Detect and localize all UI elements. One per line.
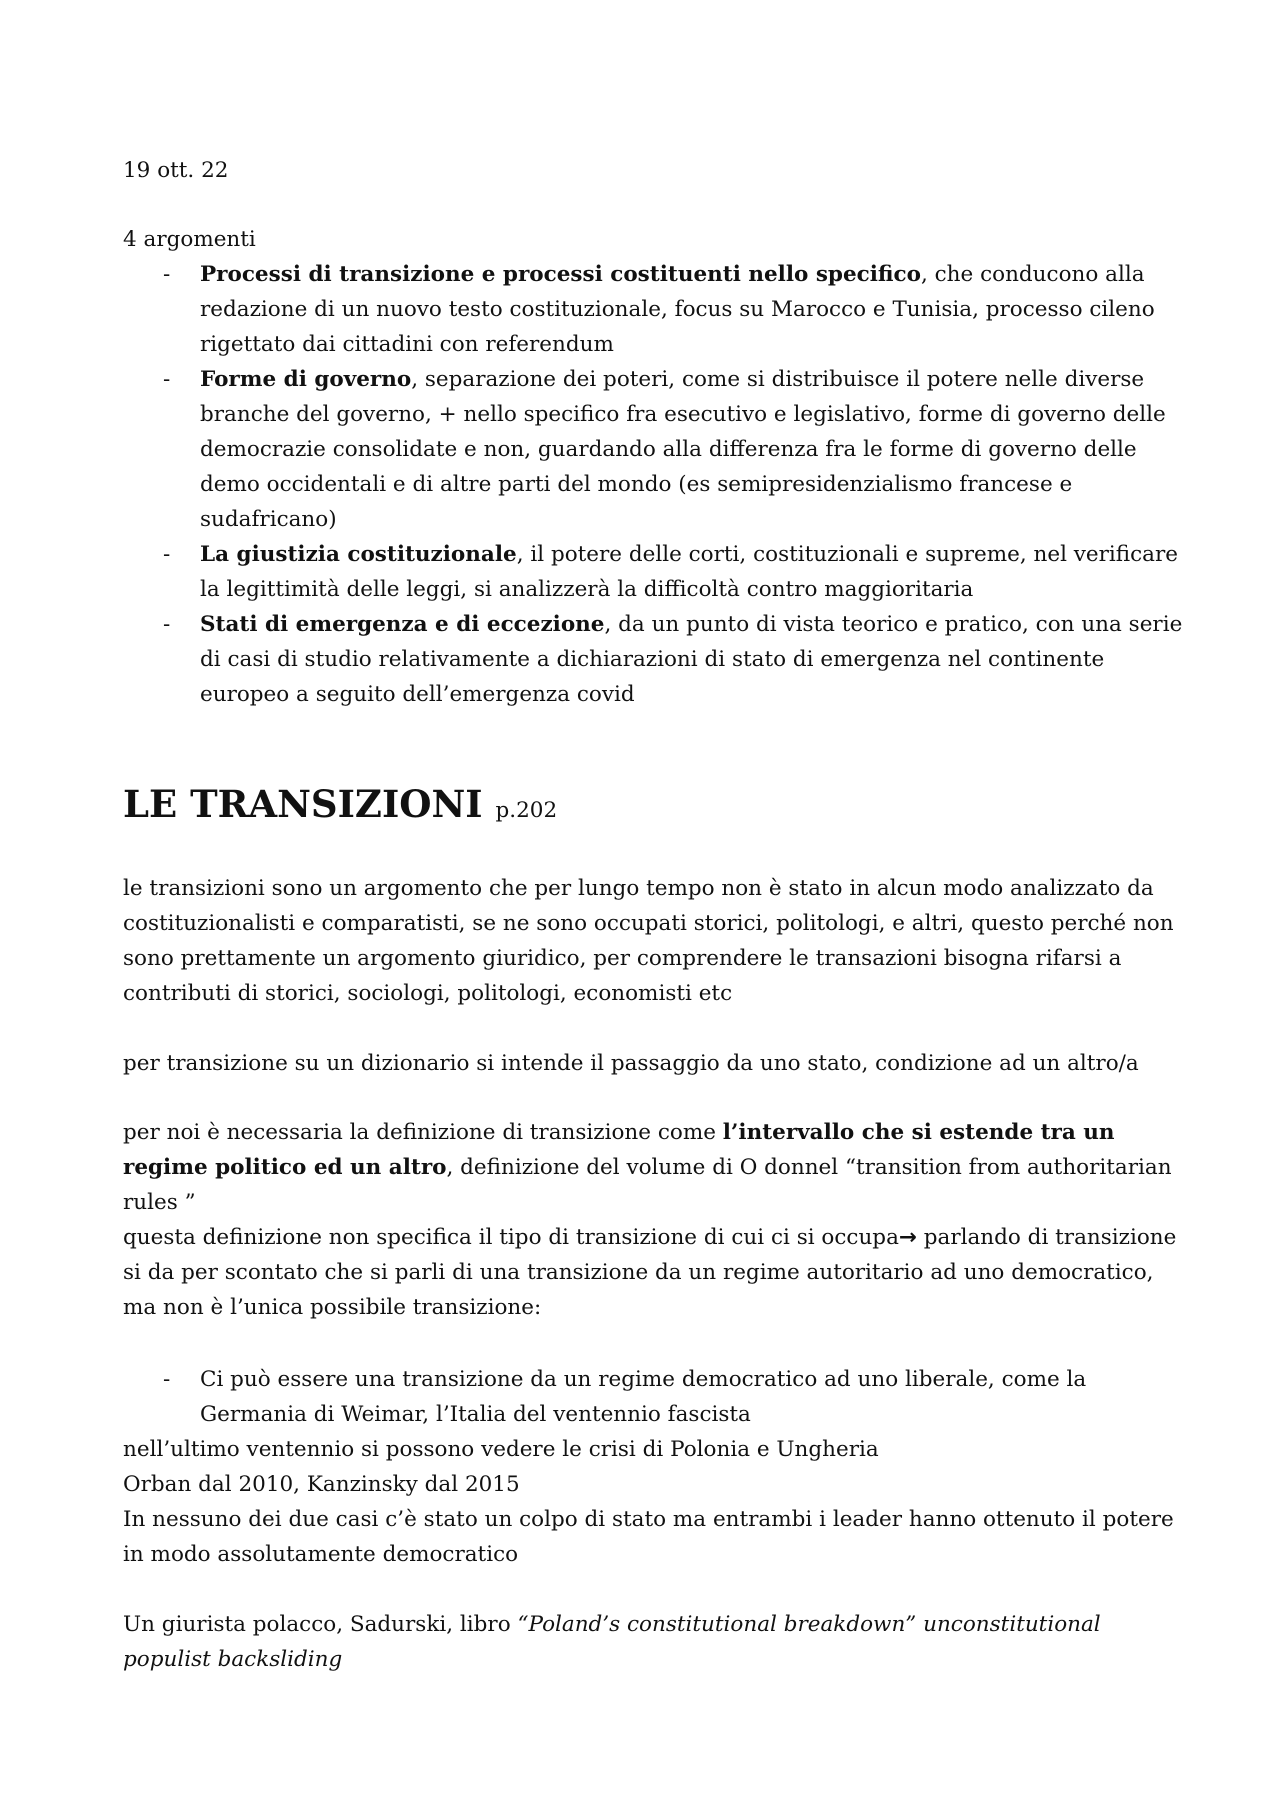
topic-title: Stati di emergenza e di eccezione xyxy=(200,612,605,637)
bullet-dash: - xyxy=(163,367,171,392)
topic-title: Processi di transizione e processi costituenti nello specifico xyxy=(200,262,921,287)
definition-source: , definizione del volume di O donnel “transition from authoritarian rules ” xyxy=(123,1155,1172,1215)
note-date: 19 ott. 22 xyxy=(123,158,229,183)
case-text: Ci può essere una transizione da un regime democratico ad uno liberale, come la Germania di Weimar, l’Italia del ventennio fascista xyxy=(200,1367,1087,1427)
heading-text: LE TRANSIZIONI xyxy=(123,782,483,826)
paragraph-transitions-intro: le transizioni sono un argomento che per lungo tempo non è stato in alcun modo analizzato da costituzionalisti e comparatisti, se ne sono occupati storici, politologi, e altri, questo perché non sono prettamente un argomento giuridico, per comprendere le transazioni bisogna rifarsi a contributi di storici, sociologi, politologi, economisti etc xyxy=(123,876,1174,1006)
topic-text: , il potere delle corti, costituzionali e supreme, nel verificare la legittimità delle leggi, si analizzerà la difficoltà contro maggioritaria xyxy=(200,542,1179,602)
definition-bold: l’intervallo che si estende tra un regime politico ed un altro xyxy=(123,1120,1115,1180)
text-line: In nessuno dei due casi c’è stato un colpo di stato ma entrambi i leader hanno ottenuto il potere in modo assolutamente democratico xyxy=(123,1507,1174,1567)
section-heading xyxy=(123,778,557,837)
text-line: nell’ultimo ventennio si possono vedere le crisi di Polonia e Ungheria xyxy=(123,1437,879,1462)
book-title: “Poland’s constitutional breakdown” unconstitutional populist backsliding xyxy=(123,1612,1101,1672)
topics-list xyxy=(123,257,1183,712)
page-reference: p.202 xyxy=(495,798,558,823)
topic-title: Forme di governo xyxy=(200,367,412,392)
bullet-dash: - xyxy=(163,542,171,567)
list-item xyxy=(123,607,1183,712)
paragraph-definition xyxy=(123,1115,1183,1325)
arrow-right-icon: → xyxy=(898,1225,917,1250)
cases-list xyxy=(123,1362,1183,1432)
topic-text: , separazione dei poteri, come si distribuisce il potere nelle diverse branche del governo, + nello specifico fra esecutivo e legislativo, forme di governo delle democrazie consolidate e non, guardando alla differenza fra le forme di governo delle demo occidentali e di altre parti del mondo (es semipresidenzialismo francese e sudafricano) xyxy=(200,367,1166,532)
paragraph-poland-hungary xyxy=(123,1432,1183,1572)
list-item xyxy=(123,257,1183,362)
sadurski-lead: Un giurista polacco, Sadurski, libro xyxy=(123,1612,518,1637)
topic-text: , da un punto di vista teorico e pratico, con una serie di casi di studio relativamente a dichiarazioni di stato di emergenza nel continente europeo a seguito dell’emergenza covid xyxy=(200,612,1183,707)
text-line: Orban dal 2010, Kanzinsky dal 2015 xyxy=(123,1472,520,1497)
paragraph-sadurski xyxy=(123,1607,1183,1677)
list-item xyxy=(123,362,1183,537)
definition-note: questa definizione non specifica il tipo di transizione di cui ci si occupa xyxy=(123,1225,899,1250)
definition-lead: per noi è necessaria la definizione di transizione come xyxy=(123,1120,723,1145)
definition-explanation: parlando di transizione si da per scontato che si parli di una transizione da un regime autoritario ad uno democratico, ma non è l’unica possibile transizione: xyxy=(123,1225,1177,1320)
bullet-dash: - xyxy=(163,612,171,637)
list-item xyxy=(123,1362,1183,1432)
list-item xyxy=(123,537,1183,607)
paragraph-dictionary-definition: per transizione su un dizionario si intende il passaggio da uno stato, condizione ad un altro/a xyxy=(123,1051,1139,1076)
topics-intro: 4 argomenti xyxy=(123,227,256,252)
bullet-dash: - xyxy=(163,262,171,287)
bullet-dash: - xyxy=(163,1367,171,1392)
topic-title: La giustizia costituzionale xyxy=(200,542,517,567)
topic-text: , che conducono alla redazione di un nuovo testo costituzionale, focus su Marocco e Tunisia, processo cileno rigettato dai cittadini con referendum xyxy=(200,262,1155,357)
